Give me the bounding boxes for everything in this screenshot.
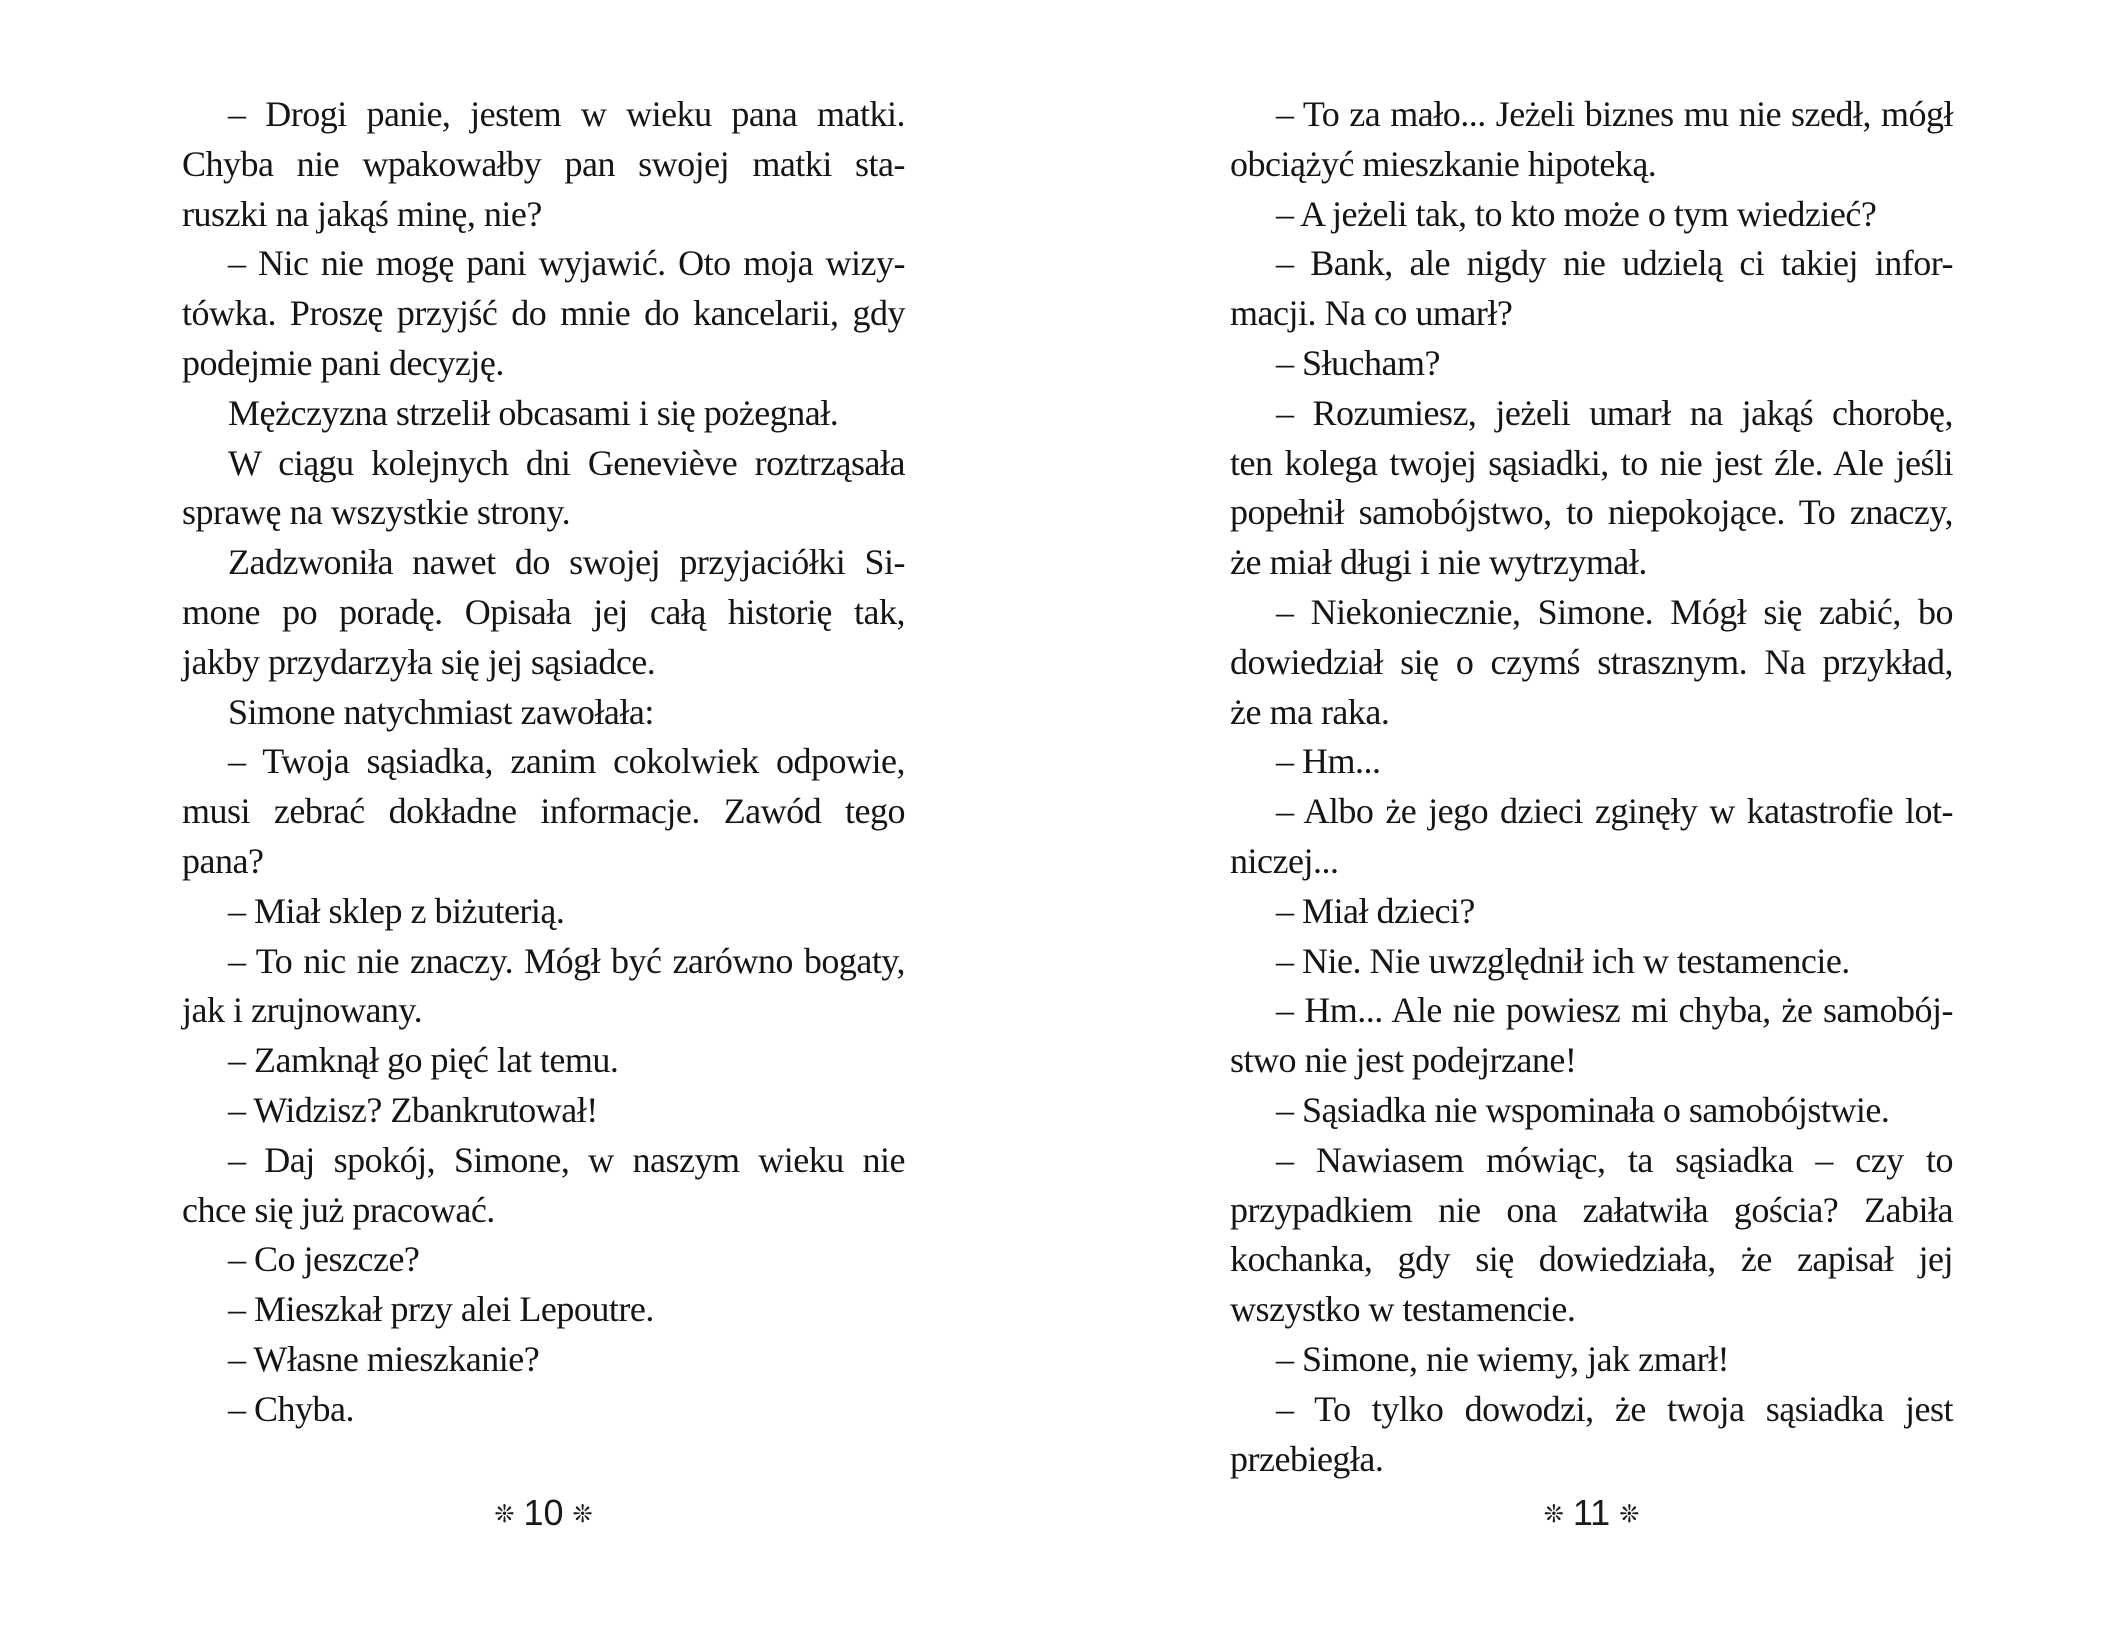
text-line: – Daj spokój, Simone, w naszym wieku nie bbox=[228, 1139, 905, 1180]
text-line: – A jeżeli tak, to kto może o tym wiedzieć? bbox=[1276, 193, 1877, 234]
text-line: mone po poradę. Opisała jej całą historię tak, bbox=[182, 591, 905, 632]
page-right-text-block bbox=[1230, 90, 1953, 1484]
text-line: tówka. Proszę przyjść do mnie do kancelarii, gdy bbox=[182, 293, 905, 334]
text-line: – Widzisz? Zbankrutował! bbox=[228, 1089, 598, 1130]
text-line: sprawę na wszystkie strony. bbox=[182, 492, 571, 533]
asterisk-ornament-icon: ❊ bbox=[1543, 1500, 1564, 1528]
text-line: – Co jeszcze? bbox=[228, 1239, 420, 1280]
text-line: – Mieszkał przy alei Lepoutre. bbox=[228, 1289, 654, 1330]
text-line: – Własne mieszkanie? bbox=[228, 1338, 540, 1379]
text-line: – Sąsiadka nie wspominała o samobójstwie. bbox=[1276, 1089, 1890, 1130]
text-line: że miał długi i nie wytrzymał. bbox=[1230, 542, 1647, 583]
text-line: dowiedział się o czymś strasznym. Na przykład, bbox=[1230, 641, 1953, 682]
text-line: – Miał dzieci? bbox=[1276, 890, 1475, 931]
page-left-text-block bbox=[182, 90, 905, 1435]
text-line: niczej... bbox=[1230, 840, 1339, 881]
text-line: – Albo że jego dzieci zginęły w katastrofie lot- bbox=[1276, 791, 1953, 832]
text-line: macji. Na co umarł? bbox=[1230, 293, 1513, 334]
asterisk-ornament-icon: ❊ bbox=[1619, 1500, 1640, 1528]
text-line: Zadzwoniła nawet do swojej przyjaciółki Si- bbox=[228, 542, 905, 583]
text-line: – Miał sklep z biżuterią. bbox=[228, 890, 565, 931]
text-line: – Nie. Nie uwzględnił ich w testamencie. bbox=[1276, 940, 1850, 981]
text-line: przypadkiem nie ona załatwiła gościa? Zabiła bbox=[1230, 1189, 1953, 1230]
text-line: – Bank, ale nigdy nie udzielą ci takiej infor- bbox=[1276, 243, 1953, 284]
text-line: ruszki na jakąś minę, nie? bbox=[182, 193, 542, 234]
text-line: – Zamknął go pięć lat temu. bbox=[228, 1040, 619, 1081]
text-line: – Chyba. bbox=[228, 1388, 354, 1429]
text-line: – Twoja sąsiadka, zanim cokolwiek odpowie, bbox=[228, 741, 905, 782]
text-line: Simone natychmiast zawołała: bbox=[228, 691, 654, 732]
text-line: – Niekoniecznie, Simone. Mógł się zabić, bo bbox=[1276, 591, 1953, 632]
text-line: – Simone, nie wiemy, jak zmarł! bbox=[1276, 1338, 1730, 1379]
text-line: obciążyć mieszkanie hipoteką. bbox=[1230, 143, 1657, 184]
text-line: – Hm... bbox=[1276, 741, 1381, 782]
text-line: – Hm... Ale nie powiesz mi chyba, że samobój- bbox=[1276, 990, 1953, 1031]
text-line: stwo nie jest podejrzane! bbox=[1230, 1040, 1577, 1081]
asterisk-ornament-icon: ❊ bbox=[494, 1500, 515, 1528]
text-line: – Nic nie mogę pani wyjawić. Oto moja wizy- bbox=[228, 243, 905, 284]
text-line: – Rozumiesz, jeżeli umarł na jakąś chorobę, bbox=[1276, 392, 1953, 433]
text-line: Chyba nie wpakowałby pan swojej matki sta- bbox=[182, 143, 905, 184]
page-number-left: 10 bbox=[523, 1492, 564, 1533]
page-left-footer bbox=[182, 1492, 905, 1534]
text-line: pana? bbox=[182, 840, 264, 881]
text-line: kochanka, gdy się dowiedziała, że zapisał jej bbox=[1230, 1239, 1953, 1280]
text-line: W ciągu kolejnych dni Geneviève roztrząsała bbox=[228, 442, 905, 483]
text-line: wszystko w testamencie. bbox=[1230, 1289, 1576, 1330]
text-line: popełnił samobójstwo, to niepokojące. To znaczy, bbox=[1230, 492, 1953, 533]
page-right-footer bbox=[1230, 1492, 1953, 1534]
text-line: ten kolega twojej sąsiadki, to nie jest źle. Ale jeśli bbox=[1230, 442, 1953, 483]
text-line: przebiegła. bbox=[1230, 1438, 1384, 1479]
text-line: jak i zrujnowany. bbox=[182, 990, 423, 1031]
text-line: – To za mało... Jeżeli biznes mu nie szedł, mógł bbox=[1276, 94, 1953, 134]
text-line: – Nawiasem mówiąc, ta sąsiadka – czy to bbox=[1276, 1139, 1953, 1180]
text-line: – Słucham? bbox=[1276, 342, 1440, 383]
text-line: – To nic nie znaczy. Mógł być zarówno bogaty, bbox=[228, 940, 905, 981]
text-line: – To tylko dowodzi, że twoja sąsiadka jest bbox=[1276, 1388, 1953, 1429]
asterisk-ornament-icon: ❊ bbox=[572, 1500, 593, 1528]
text-line: jakby przydarzyła się jej sąsiadce. bbox=[182, 641, 656, 682]
text-line: musi zebrać dokładne informacje. Zawód tego bbox=[182, 791, 905, 832]
text-line: podejmie pani decyzję. bbox=[182, 342, 504, 383]
text-line: że ma raka. bbox=[1230, 691, 1390, 732]
text-line: chce się już pracować. bbox=[182, 1189, 495, 1230]
text-line: – Drogi panie, jestem w wieku pana matki. bbox=[228, 94, 905, 134]
page-number-right: 11 bbox=[1572, 1492, 1611, 1533]
text-line: Mężczyzna strzelił obcasami i się pożegnał. bbox=[228, 392, 839, 433]
